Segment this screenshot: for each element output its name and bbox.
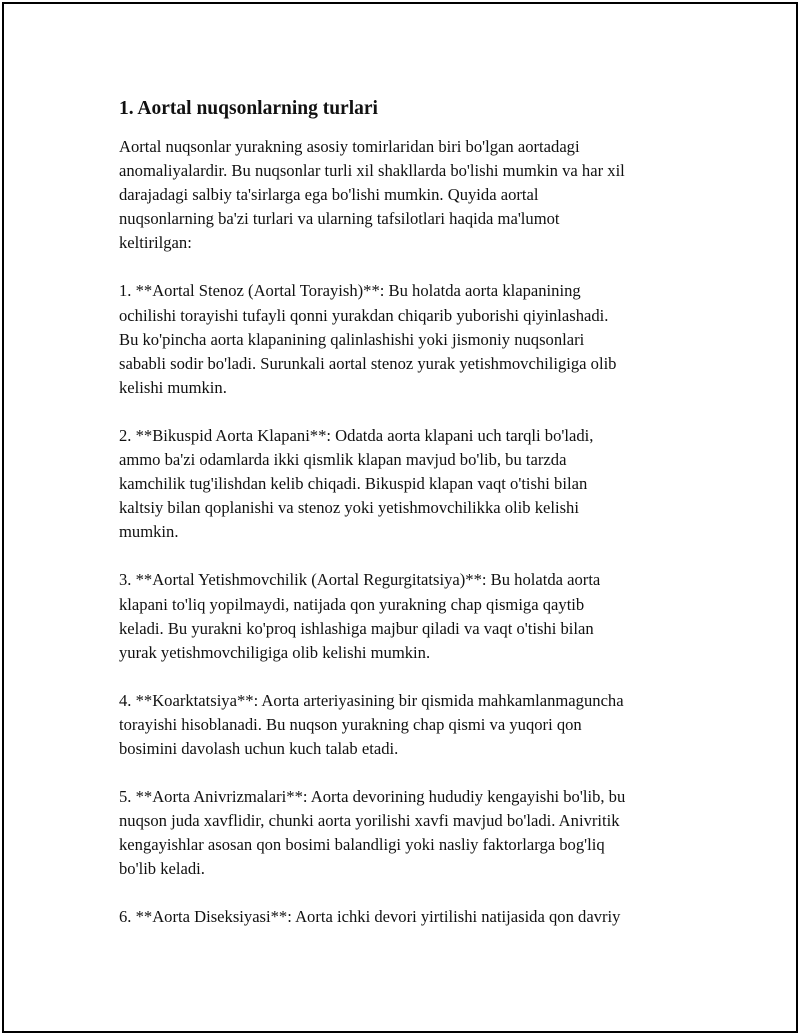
document-body — [119, 96, 694, 954]
section-heading: 1. Aortal nuqsonlarning turlari — [119, 98, 378, 119]
intro-paragraph — [119, 135, 694, 255]
list-item-yetishmovchilik — [119, 568, 694, 664]
text-line: ammo ba'zi odamlarda ikki qismlik klapan mavjud bo'lib, bu tarzda — [119, 450, 567, 470]
text-line: kengayishlar asosan qon bosimi balandligi yoki nasliy faktorlarga bog'liq — [119, 835, 605, 855]
text-line: sababli sodir bo'ladi. Surunkali aortal stenoz yurak yetishmovchiligiga olib — [119, 353, 617, 373]
text-line: kelishi mumkin. — [119, 377, 227, 397]
text-line: yurak yetishmovchiligiga olib kelishi mumkin. — [119, 642, 431, 662]
list-item-koarktatsiya — [119, 689, 694, 761]
text-line: anomaliyalardir. Bu nuqsonlar turli xil shakllarda bo'lishi mumkin va har xil — [119, 161, 625, 181]
text-line: bosimini davolash uchun kuch talab etadi. — [119, 738, 399, 758]
text-line: keltirilgan: — [119, 233, 192, 253]
text-line: ochilishi torayishi tufayli qonni yurakdan chiqarib yuborishi qiyinlashadi. — [119, 305, 609, 325]
text-line: mumkin. — [119, 522, 179, 542]
text-line: darajadagi salbiy ta'sirlarga ega bo'lishi mumkin. Quyida aortal — [119, 185, 539, 205]
page-frame — [2, 2, 798, 1033]
list-item-anivrizmalari — [119, 785, 694, 881]
text-line: keladi. Bu yurakni ko'proq ishlashiga majbur qiladi va vaqt o'tishi bilan — [119, 618, 594, 638]
text-line: 4. **Koarktatsiya**: Aorta arteriyasining bir qismida mahkamlanmaguncha — [119, 690, 624, 710]
list-item-diseksiyasi — [119, 905, 694, 929]
list-item-aortal-stenoz — [119, 279, 694, 399]
text-line: 2. **Bikuspid Aorta Klapani**: Odatda aorta klapani uch tarqli bo'ladi, — [119, 425, 594, 445]
text-line: Bu ko'pincha aorta klapanining qalinlashishi yoki jismoniy nuqsonlari — [119, 329, 585, 349]
list-item-bikuspid — [119, 424, 694, 544]
text-line: Aortal nuqsonlar yurakning asosiy tomirlaridan biri bo'lgan aortadagi — [119, 137, 580, 156]
text-line: bo'lib keladi. — [119, 859, 205, 879]
text-line: 1. **Aortal Stenoz (Aortal Torayish)**: Bu holatda aorta klapanining — [119, 281, 581, 301]
text-line: 5. **Aorta Anivrizmalari**: Aorta devorining hududiy kengayishi bo'lib, bu — [119, 787, 626, 807]
text-line: klapani to'liq yopilmaydi, natijada qon yurakning chap qismiga qaytib — [119, 594, 585, 614]
text-line: nuqson juda xavflidir, chunki aorta yorilishi xavfi mavjud bo'ladi. Anivritik — [119, 811, 620, 831]
text-line: nuqsonlarning ba'zi turlari va ularning tafsilotlari haqida ma'lumot — [119, 209, 560, 229]
text-line: torayishi hisoblanadi. Bu nuqson yurakning chap qismi va yuqori qon — [119, 714, 582, 734]
text-line: 3. **Aortal Yetishmovchilik (Aortal Regurgitatsiya)**: Bu holatda aorta — [119, 570, 601, 590]
text-line: kaltsiy bilan qoplanishi va stenoz yoki yetishmovchilikka olib kelishi — [119, 498, 579, 518]
text-line: 6. **Aorta Diseksiyasi**: Aorta ichki devori yirtilishi natijasida qon davriy — [119, 907, 621, 927]
text-line: kamchilik tug'ilishdan kelib chiqadi. Bikuspid klapan vaqt o'tishi bilan — [119, 474, 588, 494]
